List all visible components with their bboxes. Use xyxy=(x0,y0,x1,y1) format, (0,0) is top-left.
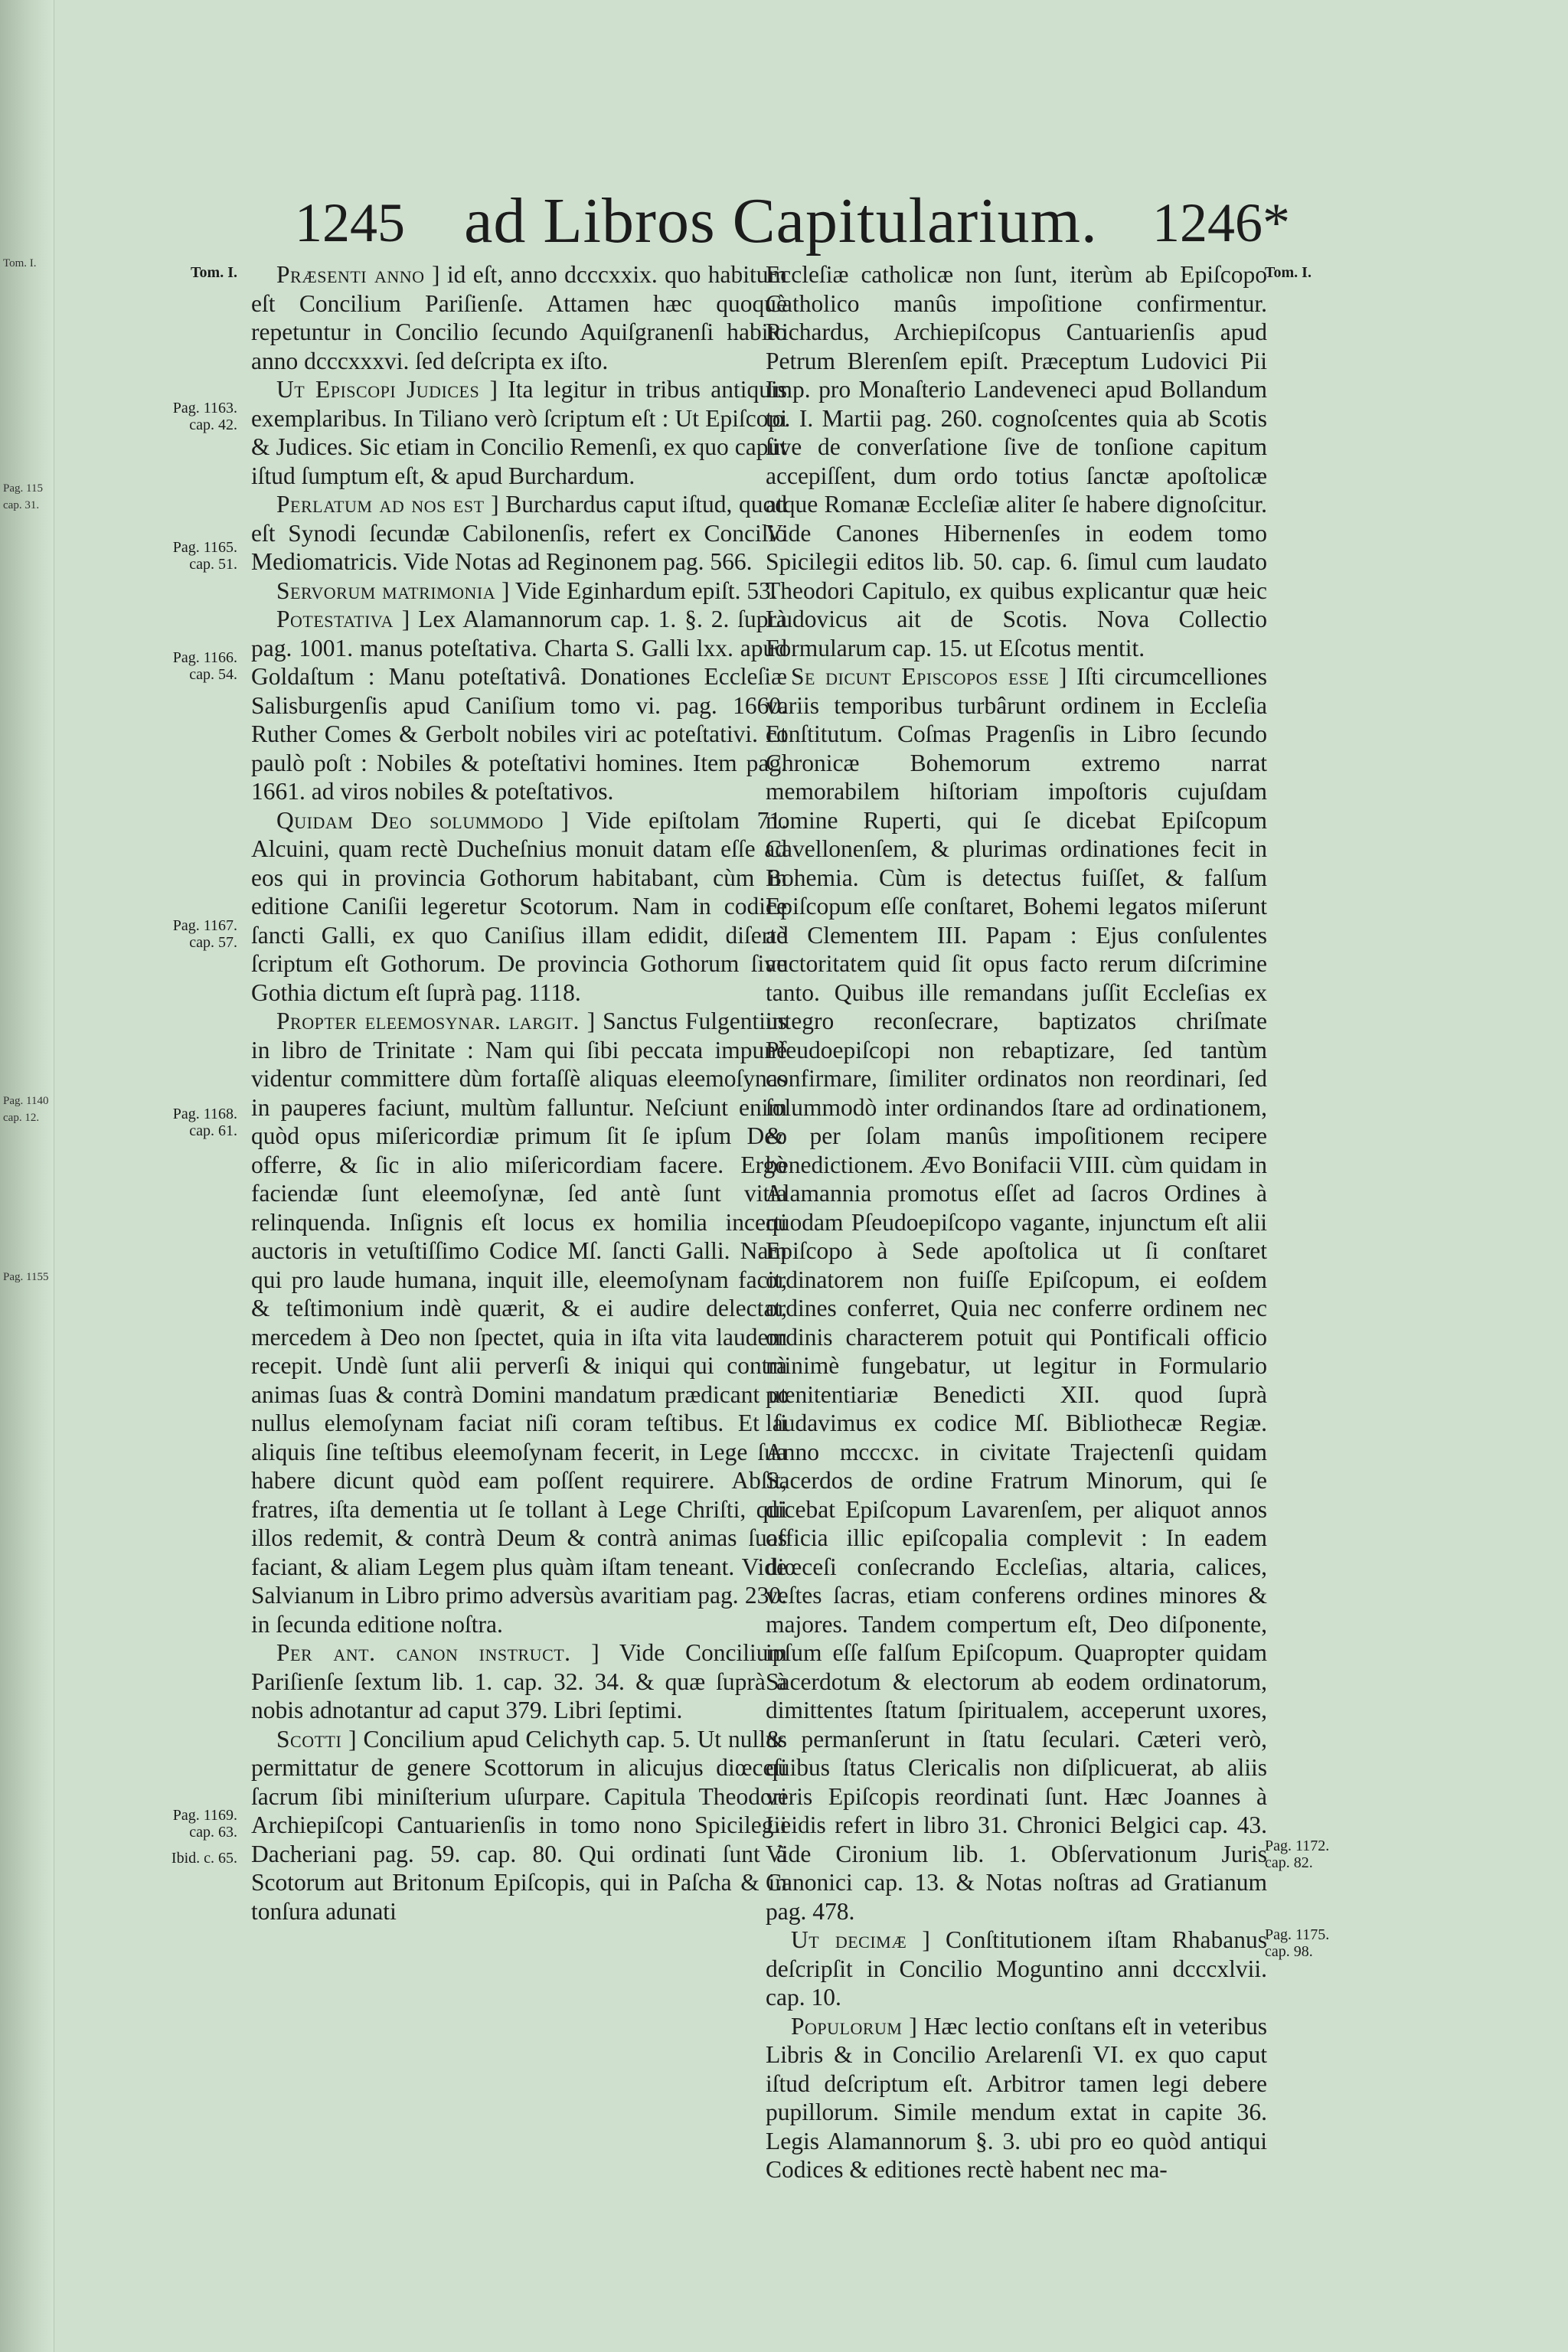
note-text: ] Iſti circumcelliones variis temporibus turbârunt ordinem in Eccleſia conſtitutum. Coſmas Pragenſis in Libro ſecundo Chronicæ Bohemorum extremo narrat memorabilem hiſtoriam impoſtoris cujuſdam nomine Ruperti, qui ſe dicebat Epiſcopum Cavellonenſem, & plurimas ordinationes fecit in Bohemia. Cùm is detectus fuiſſet, & falſum Epiſcopum eſſe conſtaret, Bohemi legatos miſerunt ad Clementem III. Papam : Ejus conſulentes auctoritatem quid ſit opus facto rerum diſcrimine tanto. Quibus ille remandans juſſit Eccleſias ex integro reconſecrare, baptizatos chriſmate Pſeudoepiſcopi non rebaptizare, ſed tantùm confirmare, ſimiliter ordinatos non reordinari, ſed ſolummodò inter ordinandos ſtare ad ordinationem, & per ſolam manûs impoſitionem recipere benedictionem. Ævo Bonifacii VIII. cùm quidam in Alamannia promotus eſſet ad ſacros Ordines à quodam Pſeudoepiſcopo vagante, injunctum eſt alii Epiſcopo à Sede apoſtolica ut ſi conſtaret ordinatorem non fuiſſe Epiſcopum, ei eoſdem ordines conferret, Quia nec conferre ordinem nec ordinis characterem potuit qui Pontificali officio minimè fungebatur, ut legitur in Formulario pœnitentiariæ Benedicti XII. quod ſuprà laudavimus ex codice Mſ. Bibliothecæ Regiæ. Anno mcccxc. in civitate Trajectenſi quidam Sacerdos de ordine Fratrum Minorum, qui ſe dicebat Epiſcopum Lavarenſem, per aliquot annos officia illic epiſcopalia complevit : In eadem diœceſi conſecrando Eccleſias, altaria, calices, veſtes ſacras, etiam conferens ordines minores & majores. Tandem compertum eſt, Deo diſponente, ipſum eſſe falſum Epiſcopum. Quapropter quidam Sacerdotum & electorum ab eodem ordinatorum, dimittentes ſtatum ſpiritualem, acceperunt uxores, & permanſerunt in ſtatu ſeculari. Cæteri verò, quibus ſtatus Clericalis non diſplicuerat, ab aliis veris Epiſcopis reordinati ſunt. Hæc Joannes à Leidis refert in libro 31. Chronici Belgici cap. 43. Vide Cironium lib. 1. Obſervationum Juris Canonici cap. 13. & Notas noſtras ad Gratianum pag. 478. xyxy=(766,663,1267,1925)
note-text: ] Vide epiſtolam 71. Alcuini, quam rectè Ducheſnius monuit datam eſſe ad eos qui in provincia Gothorum habitabant, cùm in editione Caniſii legeretur Scotorum. Nam in codice ſancti Galli, ex quo Caniſius illam edidit, diſertè ſcriptum eſt Gothorum. De provincia Gothorum ſive Gothia dictum eſt ſuprà pag. 1118. xyxy=(251,806,788,1006)
note-paragraph xyxy=(251,1007,787,1638)
note-text: ] Burchardus caput iſtud, quod eſt Synodi ſecundæ Cabilonenſis, refert ex Concilio Mediomatricis. Vide Notas ad Reginonem pag. 566. xyxy=(251,491,787,575)
note-paragraph xyxy=(251,260,787,375)
margin-reference: Pag. 1167. cap. 57. xyxy=(172,917,237,951)
margin-reference: Pag. 1166. cap. 54. xyxy=(172,649,237,683)
lemma: Servorum matrimonia xyxy=(276,577,496,604)
right-text-column xyxy=(766,260,1267,2184)
note-text: ] Concilium apud Celichyth cap. 5. Ut nullus permittatur de genere Scottorum in alicujus diœceſi ſacrum ſibi miniſterium uſurpare. Capitula Theodori Archiepiſcopi Cantuarienſis in tomo nono Spicilegii Dacheriani pag. 59. cap. 80. Qui ordinati ſunt à Scotorum aut Britonum Epiſcopis, qui in Paſcha & in tonſura adunati xyxy=(251,1725,787,1925)
lemma: Præsenti anno xyxy=(276,261,425,288)
note-text: ] Sanctus Fulgentius in libro de Trinitate : Nam qui ſibi peccata impunè videntur committere dùm fortaſſè aliquas eleemoſynas in pauperes faciunt, multùm falluntur. Neſciunt enim quòd opus miſericordiæ primum ſit ſe ipſum Deo offerre, & ſic in alio miſericordiam facere. Ergò faciendæ ſunt eleemoſynæ, ſed antè ſunt vitia relinquenda. Inſignis eſt locus ex homilia incerti auctoris in vetuſtiſſimo Codice Mſ. ſancti Galli. Nam qui pro laude humana, inquit ille, eleemoſynam facit, & teſtimonium indè quærit, & ei audire delectat, mercedem à Deo non ſpectet, quia in iſta vita laudem recepit. Undè ſunt alii perverſi & iniqui qui contrà animas ſuas & contrà Domini mandatum prædicant ut nullus elemoſynam faciat niſi coram teſtibus. Et ſi aliquis ſine teſtibus eleemoſynam fecerit, in Lege ſua habere dicunt quòd eam poſſent requirere. Abſit, fratres, iſta dementia ut ſe tollant à Lege Chriſti, qui illos redemit, & contrà Deum & contrà animas ſuas faciant, & aliam Legem plus quàm iſtam teneant. Vide Salvianum in Libro primo adversùs avaritiam pag. 230. in ſecunda editione noſtra. xyxy=(251,1008,787,1638)
note-paragraph xyxy=(766,662,1267,1926)
lemma: Populorum xyxy=(791,2012,903,2040)
note-paragraph xyxy=(251,605,787,806)
note-paragraph xyxy=(251,490,787,577)
margin-reference: Tom. I. xyxy=(1265,264,1312,281)
book-binding-edge xyxy=(0,0,54,2352)
note-paragraph xyxy=(251,1725,787,1926)
note-text: Eccleſiæ catholicæ non ſunt, iterùm ab Epiſcopo Catholico manûs impoſitione confirmentur. Richardus, Archiepiſcopus Cantuarienſis apud Petrum Blerenſem epiſt. Præceptum Ludovici Pii Imp. pro Monaſterio Landeveneci apud Bollandum to. I. Martii pag. 260. cognoſcentes quia ab Scotis ſive de converſatione ſive de tonſione capitum accepiſſent, dum ordo totius ſanctæ apoſtolicæ atque Romanæ Eccleſiæ aliter ſe habere dignoſcitur. Vide Canones Hibernenſes in eodem tomo Spicilegii editos lib. 50. cap. 6. ſimul cum laudato Theodori Capitulo, ex quibus explicantur quæ heic Ludovicus ait de Scotis. Nova Collectio Formularum cap. 15. ut Eſcotus mentit. xyxy=(766,261,1267,662)
lemma: Propter eleemosynar. largit. xyxy=(276,1008,580,1034)
note-text: ] Vide Eginhardum epiſt. 53. xyxy=(495,577,777,604)
note-text: ] Vide Concilium Pariſienſe ſextum lib. 1. cap. 32. 34. & quæ ſuprà à nobis adnotantur ad caput 379. Libri ſeptimi. xyxy=(251,1639,787,1723)
note-paragraph xyxy=(766,260,1267,662)
book-page xyxy=(54,0,1568,2352)
running-header xyxy=(230,184,1332,268)
lemma: Ut Episcopi Judices xyxy=(276,376,480,403)
margin-reference: Pag. 1165. cap. 51. xyxy=(172,539,237,573)
lemma: Quidam Deo solummodo xyxy=(276,806,544,834)
margin-reference: Pag. 1163. cap. 42. xyxy=(172,400,237,433)
lemma: Ut decimæ xyxy=(791,1926,907,1953)
left-page-number: 1245 xyxy=(295,192,405,253)
margin-reference: Ibid. c. 65. xyxy=(171,1850,237,1867)
note-text: ] Lex Alamannorum cap. 1. §. 2. ſuprà pag. 1001. manus poteſtativa. Charta S. Galli lxx. apud Goldaſtum : Manu poteſtativâ. Donationes Eccleſiæ Salisburgenſis apud Caniſium tomo vi. pag. 1660. Ruther Comes & Gerbolt nobiles viri ac poteſtativi. Et paulò poſt : Nobiles & poteſtativi homines. Item pag. 1661. ad viros nobiles & poteſtativos. xyxy=(251,606,787,805)
binding-note: cap. 31. xyxy=(3,499,40,511)
lemma: Scotti xyxy=(276,1725,342,1753)
lemma: Se dicunt Episcopos esse xyxy=(791,663,1050,690)
note-paragraph xyxy=(766,1926,1267,2012)
note-text: ] Conſtitutionem iſtam Rhabanus deſcripſit in Concilio Moguntino anni dcccxlvii. cap. 10. xyxy=(766,1926,1267,2011)
binding-note: Pag. 115 xyxy=(3,482,43,495)
running-title: ad Libros Capitularium. xyxy=(464,185,1098,256)
note-paragraph xyxy=(251,1638,787,1725)
note-text: ] id eſt, anno dcccxxix. quo habitum eſt Concilium Pariſienſe. Attamen hæc quoquè repetuntur in Concilio ſecundo Aquiſgranenſi habito anno dcccxxxvi. ſed deſcripta ex iſto. xyxy=(251,261,788,374)
note-paragraph xyxy=(251,806,787,1008)
note-paragraph xyxy=(251,375,787,490)
binding-note: Pag. 1155 xyxy=(3,1271,49,1283)
lemma: Potestativa xyxy=(276,606,394,632)
lemma: Per ant. canon instruct. xyxy=(276,1639,571,1666)
margin-reference: Pag. 1169. cap. 63. xyxy=(172,1807,237,1841)
binding-note: Pag. 1140 xyxy=(3,1095,49,1107)
note-paragraph xyxy=(251,577,787,606)
binding-note: cap. 12. xyxy=(3,1112,40,1124)
right-page-number: 1246* xyxy=(1152,192,1290,253)
margin-reference: Pag. 1168. cap. 61. xyxy=(172,1106,237,1139)
lemma: Perlatum ad nos est xyxy=(276,491,485,518)
note-text: ] Hæc lectio conſtans eſt in veteribus Libris & in Concilio Arelarenſi VI. ex quo caput iſtud deſcriptum eſt. Arbitror tamen legi debere pupillorum. Simile mendum extat in capite 36. Legis Alamannorum §. 3. ubi pro eo quòd antiqui Codices & editiones rectè habent nec ma- xyxy=(766,2012,1267,2183)
margin-reference: Pag. 1172. cap. 82. xyxy=(1265,1838,1330,1871)
margin-reference: Pag. 1175. cap. 98. xyxy=(1265,1926,1330,1960)
left-text-column xyxy=(251,260,787,1926)
binding-note: Tom. I. xyxy=(3,257,37,270)
note-text: ] Ita legitur in tribus antiquis exemplaribus. In Tiliano verò ſcriptum eſt : Ut Epiſcopi & Judices. Sic etiam in Concilio Remenſi, ex quo caput iſtud ſumptum eſt, & apud Burchardum. xyxy=(251,376,787,489)
margin-reference: Tom. I. xyxy=(191,264,237,281)
note-paragraph xyxy=(766,2012,1267,2184)
